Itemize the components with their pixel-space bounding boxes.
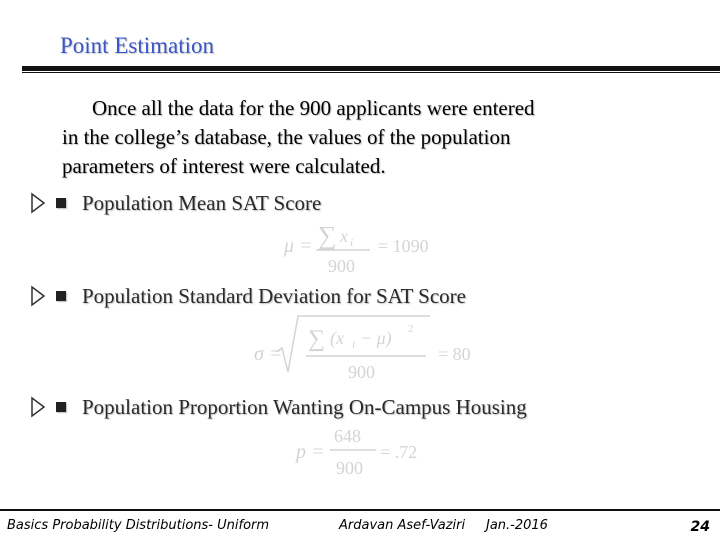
x-sub: i xyxy=(352,339,356,351)
bullet-label: Population Mean SAT Score xyxy=(82,190,322,215)
result: = 1090 xyxy=(378,236,429,256)
numerator: 648 xyxy=(334,426,361,446)
bullet-label: Population Standard Deviation for SAT Score xyxy=(82,283,466,308)
mu-symbol: μ = xyxy=(284,235,313,257)
bullet-mean xyxy=(30,189,321,217)
denominator: 900 xyxy=(348,362,375,382)
minus-mu: − μ) xyxy=(360,328,392,348)
result: = 80 xyxy=(438,344,471,364)
sum-symbol: ∑ xyxy=(318,221,337,250)
title-rule xyxy=(22,66,720,71)
square-bullet-icon xyxy=(56,402,66,412)
x-var: x xyxy=(340,226,348,246)
footer-left: Basics Probability Distributions- Uniform xyxy=(7,518,270,533)
mean-formula xyxy=(280,214,480,276)
p-symbol: p = xyxy=(296,441,325,463)
denominator: 900 xyxy=(328,256,355,276)
result: = .72 xyxy=(380,442,418,462)
x-sub: i xyxy=(350,237,354,249)
square-bullet-icon xyxy=(56,291,66,301)
bullet-label: Population Proportion Wanting On-Campus Housing xyxy=(82,394,527,419)
square-bullet-icon xyxy=(56,198,66,208)
intro-line-1: Once all the data for the 900 applicants were entered xyxy=(92,96,535,120)
power: 2 xyxy=(408,323,414,335)
title-rule-thin xyxy=(22,72,720,73)
intro-line-3: parameters of interest were calculated. xyxy=(62,154,386,178)
sd-formula xyxy=(250,312,490,384)
intro-line-2: in the college’s database, the values of the population xyxy=(62,125,511,149)
arrow-icon xyxy=(30,192,46,214)
footer-date: Jan.-2016 xyxy=(486,518,548,533)
proportion-formula xyxy=(290,422,450,482)
denominator: 900 xyxy=(336,458,363,478)
bullet-proportion xyxy=(30,393,527,421)
intro-paragraph xyxy=(62,94,632,181)
sum-symbol: ∑ xyxy=(308,326,326,352)
bullet-sd xyxy=(30,282,466,310)
sigma-symbol: σ = xyxy=(254,343,283,365)
page-number: 24 xyxy=(690,519,710,535)
footer-author: Ardavan Asef-Vaziri xyxy=(339,518,466,533)
arrow-icon xyxy=(30,285,46,307)
footer-rule xyxy=(0,509,720,511)
expr: (x xyxy=(330,328,344,348)
arrow-icon xyxy=(30,396,46,418)
slide-title: Point Estimation xyxy=(60,33,214,58)
